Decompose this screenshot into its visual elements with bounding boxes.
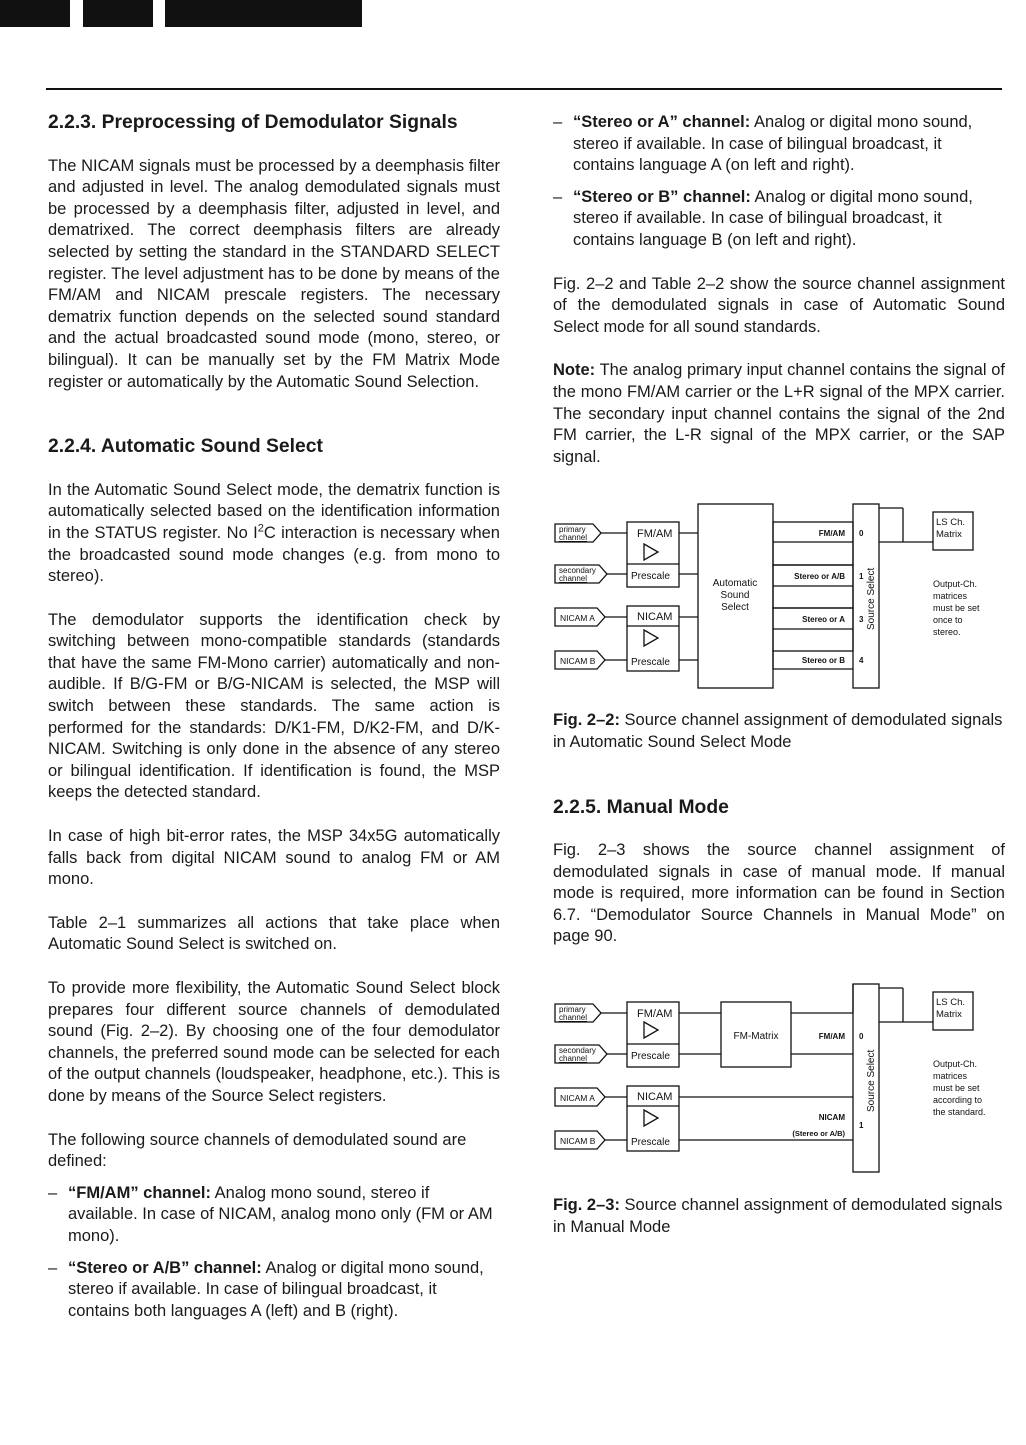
list-term: “Stereo or A” channel: <box>573 113 751 131</box>
paragraph-bit-error: In case of high bit-error rates, the MSP 34x5G automatically falls back from digital NICAM sound to analog FM or AM mono. <box>48 827 500 889</box>
fig23-ch-nicam-sub: (Stereo or A/B) <box>792 1129 845 1139</box>
caption-label: Fig. 2–2: <box>553 711 620 730</box>
fig22-input-secondary-channel: channel <box>559 574 588 584</box>
list-term: “Stereo or A/B” channel: <box>68 1258 262 1277</box>
list-item <box>48 1183 500 1248</box>
fig22-input-nicam-b: NICAM B <box>560 656 596 667</box>
fig23-input-primary-channel: channel <box>559 1013 588 1023</box>
list-text: Analog mono sound, stereo if available. In case of NICAM, analog mono only (FM or AM mono). <box>68 1183 493 1245</box>
list-dash: – <box>48 1258 58 1277</box>
fig23-num-1: 1 <box>859 1121 864 1131</box>
fig23-fmam-label: FM/AM <box>637 1008 673 1021</box>
paragraph-text: In the Automatic Sound Select mode, the dematrix function is automatically selected based on the identification information in the STATUS register. No I <box>48 480 500 542</box>
fig22-ls-label-1: LS Ch. <box>936 517 966 529</box>
left-column <box>48 112 500 1322</box>
figure-2-3-diagram <box>553 982 1005 1177</box>
fig23-prescale-label: Prescale <box>631 1051 670 1063</box>
fig22-input-nicam-a: NICAM A <box>560 613 595 624</box>
caption-text: Source channel assignment of demodulated signals in Automatic Sound Select Mode <box>553 711 1003 751</box>
fig22-num-0: 0 <box>859 529 864 539</box>
fig23-input-secondary-channel: channel <box>559 1054 588 1064</box>
paragraph-preprocessing: The NICAM signals must be processed by a deemphasis filter and adjusted in level. The analog demodulated signals must be processed by a deemphasis filter, adjusted in level, and dematrixed. The correct deemphasis filters are already selected by setting the standard in the STANDARD SELECT register. The level adjustment has to be done by means of the FM/AM and NICAM prescale registers. The necessary dematrix function depends on the selected sound standard and the actual broadcasted sound mode (mono, stereo, or bilingual). It can be manually set by the FM Matrix Mode register or automatically by the Automatic Sound Selection. <box>48 156 500 391</box>
figure-2-3-caption <box>553 1195 1005 1238</box>
fig23-out-note-5: the standard. <box>933 1107 986 1118</box>
fig22-source-select: Source Select <box>866 568 877 631</box>
fig23-nicam-label: NICAM <box>637 1091 673 1104</box>
fig22-input-secondary: secondary <box>559 566 596 576</box>
paragraph-text: C interaction is necessary when the broadcasted sound mode changes (e.g. from mono to stereo). <box>48 523 500 586</box>
section-heading-2-2-5: 2.2.5. Manual Mode <box>553 796 729 818</box>
list-dash: – <box>48 1183 58 1202</box>
note-text: The analog primary input channel contains the signal of the mono FM/AM carrier or the L+R signal of the MPX carrier. The secondary input channel contains the signal of the 2nd FM carrier, the L-R signal of the MPX carrier, or the SAP signal. <box>553 361 1005 466</box>
note-paragraph <box>553 360 1005 468</box>
fig22-ass-label-1: Automatic <box>712 578 758 590</box>
fig23-out-note-1: Output-Ch. <box>933 1059 978 1070</box>
section-heading-2-2-3: 2.2.3. Preprocessing of Demodulator Signals <box>48 112 458 133</box>
fig22-num-3: 3 <box>859 615 864 625</box>
list-item <box>553 112 1005 177</box>
fig22-nicam-label: NICAM <box>637 611 673 624</box>
paragraph-identification: The demodulator supports the identification check by switching between mono-compatible standards (standards that have the same FM-Mono carrier) automatically and non-audible. If B/G-FM or B/G-NICAM is selected, the MSP will switch between these standards. The same action is performed for the standards: D/K1-FM, D/K2-FM, and D/K-NICAM. Switching is only done in the absence of any stereo or bilingual identification. If identification is found, the MSP keeps the detected standard. <box>48 610 500 802</box>
paragraph-flexibility: To provide more flexibility, the Automatic Sound Select block prepares four different source channels of demodulated sound (Fig. 2–2). By choosing one of the four demodulator channels, the preferred sound mode can be selected for each of the output channels (loudspeaker, headphone, etc.). This is done by means of the Source Select registers. <box>48 979 500 1105</box>
list-item <box>48 1258 500 1323</box>
list-dash: – <box>553 187 563 206</box>
right-column <box>553 112 1005 1238</box>
fig22-out-note-4: once to <box>933 615 963 626</box>
fig22-prescale-label-2: Prescale <box>631 657 670 669</box>
fig23-ls-label-2: Matrix <box>936 1009 962 1021</box>
paragraph-manual-mode: Fig. 2–3 shows the source channel assignment of demodulated signals in case of manual mode. If manual mode is required, more information can be found in Section 6.7. “Demodulator Source Channels in Manual Mode” on page 90. <box>553 841 1005 946</box>
fig22-input-primary: primary <box>559 525 586 535</box>
fig22-ch-stereo-b: Stereo or B <box>801 656 845 666</box>
fig22-out-note-2: matrices <box>933 591 968 602</box>
fig23-out-note-4: according to <box>933 1095 983 1106</box>
fig22-prescale-label: Prescale <box>631 571 670 583</box>
fig23-input-primary: primary <box>559 1005 586 1015</box>
header-block-3 <box>165 0 362 27</box>
paragraph-defined: The following source channels of demodulated sound are defined: <box>48 1130 467 1171</box>
list-text: Analog or digital mono sound, stereo if available. In case of bilingual broadcast, it contains language A (on left and right). <box>573 113 973 175</box>
fig22-ch-stereo-a: Stereo or A <box>802 615 845 625</box>
fig23-ch-fmam: FM/AM <box>818 1032 845 1042</box>
header-block-2 <box>83 0 153 27</box>
fig22-fmam-label: FM/AM <box>637 528 673 541</box>
paragraph-automatic-select <box>48 480 500 588</box>
fig23-fm-matrix-label: FM-Matrix <box>733 1031 779 1043</box>
list-item <box>553 187 1005 252</box>
header-rule <box>46 88 1002 90</box>
list-term: “FM/AM” channel: <box>68 1183 211 1202</box>
caption-label: Fig. 2–3: <box>553 1196 620 1215</box>
fig23-ch-nicam: NICAM <box>818 1113 845 1123</box>
note-label: Note: <box>553 361 596 380</box>
fig23-prescale-label-2: Prescale <box>631 1137 670 1149</box>
fig22-ass-label-3: Select <box>721 602 749 614</box>
caption-text: Source channel assignment of demodulated signals in Manual Mode <box>553 1196 1003 1236</box>
fig23-input-secondary: secondary <box>559 1046 596 1056</box>
list-text: Analog or digital mono sound, stereo if available. In case of bilingual broadcast, it contains language B (on left and right). <box>573 187 973 249</box>
fig22-ch-fmam: FM/AM <box>818 529 845 539</box>
list-text: Analog or digital mono sound, stereo if available. In case of bilingual broadcast, it contains both languages A (left) and B (right). <box>68 1258 484 1320</box>
fig22-num-4: 4 <box>859 656 864 666</box>
fig22-num-1: 1 <box>859 572 864 582</box>
list-term: “Stereo or B” channel: <box>573 187 751 206</box>
fig22-ch-stereo-ab: Stereo or A/B <box>794 572 845 582</box>
fig23-source-select: Source Select <box>866 1049 877 1113</box>
fig23-input-nicam-b: NICAM B <box>560 1136 596 1147</box>
fig22-input-primary-channel: channel <box>559 533 588 543</box>
figure-2-2-caption <box>553 710 1005 753</box>
fig22-ls-label-2: Matrix <box>936 529 962 541</box>
paragraph-table-ref: Table 2–1 summarizes all actions that take place when Automatic Sound Select is switched on. <box>48 913 500 954</box>
fig23-ls-label-1: LS Ch. <box>936 997 966 1009</box>
fig22-out-note-1: Output-Ch. <box>933 579 978 590</box>
fig23-input-nicam-a: NICAM A <box>560 1093 595 1104</box>
header-block-1 <box>0 0 70 27</box>
paragraph-fig-ref: Fig. 2–2 and Table 2–2 show the source channel assignment of the demodulated signals in case of Automatic Sound Select mode for all sound standards. <box>553 274 1005 336</box>
list-dash: – <box>553 113 563 131</box>
fig23-out-note-3: must be set <box>933 1083 980 1094</box>
fig22-out-note-3: must be set <box>933 603 980 614</box>
fig22-out-note-5: stereo. <box>933 627 961 638</box>
figure-2-2-diagram <box>553 502 1005 692</box>
section-heading-2-2-4: 2.2.4. Automatic Sound Select <box>48 436 323 458</box>
fig22-ass-label-2: Sound <box>720 590 750 602</box>
fig23-num-0: 0 <box>859 1032 864 1042</box>
superscript: 2 <box>257 522 264 535</box>
fig23-out-note-2: matrices <box>933 1071 968 1082</box>
